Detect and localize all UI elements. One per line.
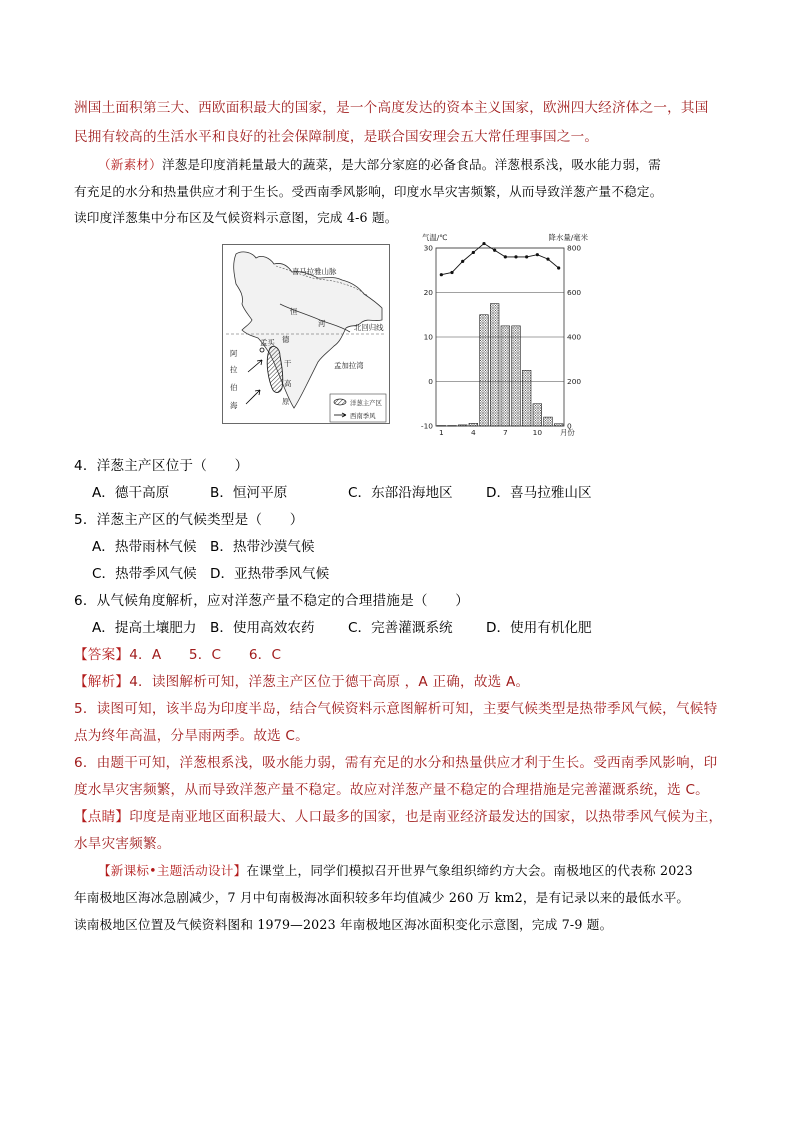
tip-line-2: 水旱灾害频繁。 bbox=[74, 836, 171, 852]
analysis-a6-line-2: 度水旱灾害频繁，从而导致洋葱产量不稳定。故应对洋葱产量不稳定的合理措施是完善灌溉系统，选 C。 bbox=[74, 782, 709, 798]
passage1-line-2: 有充足的水分和热量供应才利于生长。受西南季风影响，印度水旱灾害频繁，从而导致洋葱产量不稳定。 bbox=[74, 184, 663, 199]
passage1-line-3: 读印度洋葱集中分布区及气候资料示意图，完成 4-6 题。 bbox=[74, 210, 398, 225]
legend-zone-label: 洋葱主产区 bbox=[350, 399, 382, 407]
precip-bar bbox=[437, 426, 446, 427]
y-right-tick-label: 200 bbox=[567, 377, 582, 386]
q4-option-a[interactable]: A．德干高原 bbox=[92, 485, 170, 501]
analysis-a6-line-1: 6．由题干可知，洋葱根系浅，吸水能力弱，需有充足的水分和热量供应才利于生长。受西南季风影响，印 bbox=[74, 755, 718, 771]
analysis-line-1 bbox=[74, 670, 529, 690]
y-left-tick-label: -10 bbox=[420, 421, 433, 431]
precip-bar bbox=[554, 424, 563, 426]
q4-option-b[interactable]: B．恒河平原 bbox=[210, 485, 288, 501]
q5-option-a[interactable]: A．热带雨林气候 bbox=[92, 539, 197, 555]
intro-line-2: 民拥有较高的生活水平和良好的社会保障制度，是联合国安理会五大常任理事国之一。 bbox=[74, 129, 599, 145]
temp-point bbox=[440, 273, 443, 276]
precip-bar bbox=[458, 425, 467, 426]
analysis-a5-line-2: 点为终年高温，分旱雨两季。故选 C。 bbox=[74, 728, 309, 744]
q4-option-c[interactable]: C．东部沿海地区 bbox=[348, 485, 453, 501]
q6-option-c[interactable]: C．完善灌溉系统 bbox=[348, 620, 453, 636]
passage2-line-1-text: 在课堂上，同学们模拟召开世界气象组织缔约方大会。南极地区的代表称 2023 bbox=[246, 863, 693, 878]
label-la: 拉 bbox=[230, 365, 238, 374]
label-heng: 恒 bbox=[290, 307, 298, 316]
precip-bar bbox=[533, 404, 542, 426]
precip-bar bbox=[490, 304, 499, 426]
x-tick-label: 1 bbox=[438, 428, 444, 437]
label-bo: 伯 bbox=[230, 383, 238, 392]
temp-point bbox=[525, 255, 528, 258]
precip-bar bbox=[512, 326, 521, 426]
q5-option-d[interactable]: D．亚热带季风气候 bbox=[210, 566, 330, 582]
y-left-tick-label: 10 bbox=[423, 332, 433, 342]
analysis-tag: 【解析】 bbox=[74, 674, 130, 690]
temp-point bbox=[482, 242, 485, 245]
precip-bar bbox=[480, 315, 489, 426]
q4-stem: 4．洋葱主产区位于（ ） bbox=[74, 458, 249, 474]
tip-tag: 【点睛】 bbox=[74, 809, 130, 825]
x-tick-label: 10 bbox=[532, 428, 543, 437]
y-left-tick-label: 0 bbox=[428, 377, 433, 386]
legend-zone-swatch bbox=[334, 399, 346, 405]
q5-option-b[interactable]: B．热带沙漠气候 bbox=[210, 539, 315, 555]
temp-point bbox=[493, 249, 496, 252]
precip-bar bbox=[544, 417, 553, 426]
climate-chart bbox=[418, 228, 594, 442]
passage2-line-2: 年南极地区海冰急剧减少，7 月中旬南极海冰面积较多年均值减少 260 万 km2，是有记录以来的最低水平。 bbox=[74, 890, 690, 905]
label-a: 阿 bbox=[230, 349, 238, 358]
mumbai-dot bbox=[260, 348, 264, 352]
answer-tag: 【答案】 bbox=[74, 647, 130, 663]
label-de: 德 bbox=[282, 335, 290, 344]
label-bengal: 孟加拉湾 bbox=[334, 361, 364, 370]
x-tick-label: 4 bbox=[470, 428, 476, 437]
temp-point bbox=[557, 266, 560, 269]
y-left-tick-label: 20 bbox=[423, 288, 433, 297]
answer-line bbox=[74, 643, 281, 663]
q6-stem: 6．从气候角度解析，应对洋葱产量不稳定的合理措施是（ ） bbox=[74, 593, 470, 609]
temp-point bbox=[472, 251, 475, 254]
label-river: 河 bbox=[318, 319, 326, 328]
y-right-axis-title: 降水量/毫米 bbox=[548, 233, 588, 242]
passage2-line-1 bbox=[98, 860, 693, 879]
label-tropic: 北回归线 bbox=[354, 323, 384, 332]
precip-bar bbox=[469, 423, 478, 426]
q5-stem: 5．洋葱主产区的气候类型是（ ） bbox=[74, 512, 304, 528]
analysis-a5-line-1: 5．读图可知，该半岛为印度半岛，结合气候资料示意图解析可知，主要气候类型是热带季风气候，气候特 bbox=[74, 701, 718, 717]
passage1-line-1-text: 洋葱是印度消耗量最大的蔬菜，是大部分家庭的必备食品。洋葱根系浅，吸水能力弱，需 bbox=[161, 157, 661, 172]
precip-bar bbox=[522, 370, 531, 426]
passage2-line-3: 读南极地区位置及气候资料图和 1979—2023 年南极地区海冰面积变化示意图，完成 7-9 题。 bbox=[74, 917, 613, 932]
q6-option-d[interactable]: D．使用有机化肥 bbox=[486, 620, 592, 636]
q6-option-a[interactable]: A．提高土壤肥力 bbox=[92, 620, 197, 636]
y-right-tick-label: 600 bbox=[567, 288, 582, 297]
tip-line-1 bbox=[74, 805, 722, 825]
x-tick-label: 7 bbox=[502, 428, 508, 437]
x-unit-label: 月份 bbox=[560, 428, 575, 437]
label-mumbai: 孟买 bbox=[260, 338, 275, 347]
q6-option-b[interactable]: B．使用高效农药 bbox=[210, 620, 315, 636]
temp-point bbox=[546, 258, 549, 261]
label-hai: 海 bbox=[230, 401, 238, 410]
legend-monsoon-label: 西南季风 bbox=[350, 412, 376, 420]
label-yuan: 原 bbox=[282, 397, 290, 406]
tip-text: 印度是南亚地区面积最大、人口最多的国家，也是南亚经济最发达的国家，以热带季风气候为主， bbox=[129, 809, 723, 825]
y-left-axis-title: 气温/℃ bbox=[422, 233, 448, 242]
intro-line-1: 洲国土面积第三大、西欧面积最大的国家，是一个高度发达的资本主义国家，欧洲四大经济体之一，其国 bbox=[74, 100, 709, 116]
passage1-line-1 bbox=[98, 154, 661, 173]
y-right-tick-label: 0 bbox=[567, 421, 572, 431]
answer-text: 4．A 5．C 6．C bbox=[129, 647, 282, 663]
passage1-tag: （新素材） bbox=[98, 157, 162, 172]
temp-point bbox=[504, 255, 507, 258]
precip-bar bbox=[501, 326, 510, 426]
india-onion-map bbox=[222, 244, 390, 424]
temp-point bbox=[461, 260, 464, 263]
temp-point bbox=[450, 271, 453, 274]
y-right-tick-label: 400 bbox=[567, 332, 582, 342]
label-himalaya: 喜马拉雅山脉 bbox=[292, 267, 337, 276]
label-gan: 干 bbox=[284, 359, 292, 368]
y-right-tick-label: 800 bbox=[567, 243, 582, 253]
temp-point bbox=[514, 255, 517, 258]
q4-option-d[interactable]: D．喜马拉雅山区 bbox=[486, 485, 592, 501]
q5-option-c[interactable]: C．热带季风气候 bbox=[92, 566, 197, 582]
y-left-tick-label: 30 bbox=[423, 243, 433, 253]
precip-bar bbox=[448, 426, 457, 427]
analysis-a4: 4．读图解析可知，洋葱主产区位于德干高原 ，A 正确，故选 A。 bbox=[129, 674, 530, 690]
label-gao: 高 bbox=[284, 379, 292, 388]
passage2-tag: 【新课标•主题活动设计】 bbox=[98, 863, 247, 878]
temp-point bbox=[536, 253, 539, 256]
